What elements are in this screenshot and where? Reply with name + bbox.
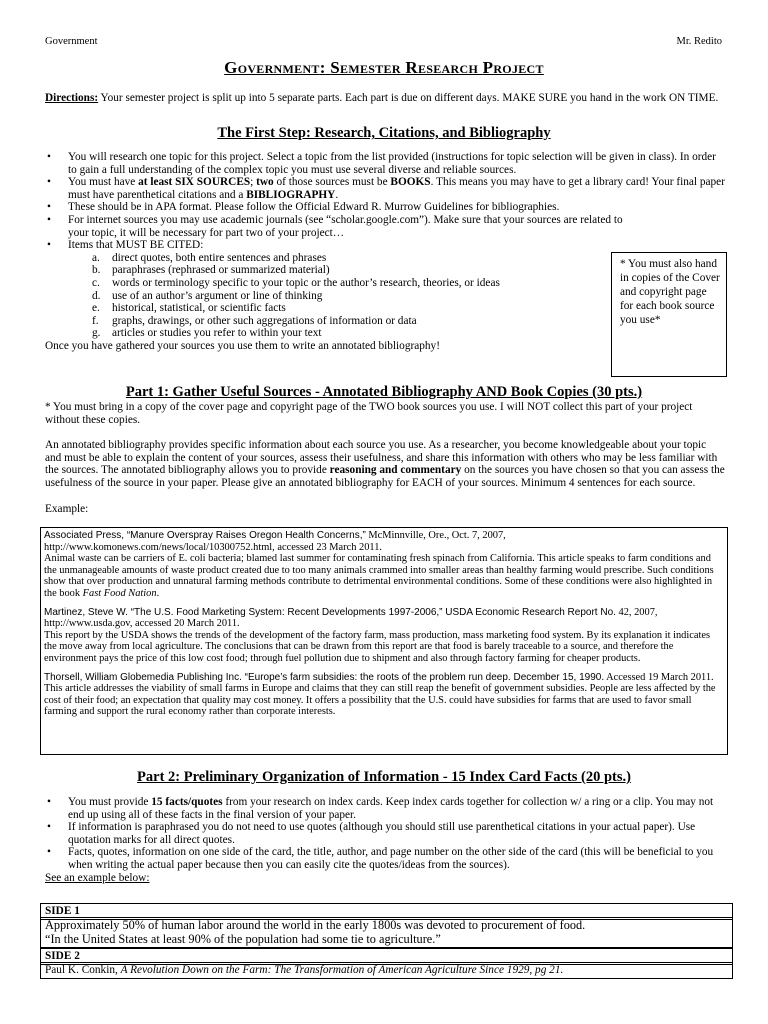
index-card-side2: [40, 962, 733, 979]
must-cite-item: g. articles or studies you refer to within your text: [92, 327, 322, 340]
part1-section: [45, 401, 725, 515]
part1-description: An annotated bibliography provides specific information about each source you use. As a researcher, you become knowledgeable about your topic and must be able to explain the content of your sources, assess their usefulness, and share this information with others who may be less familiar with the sources. The annotated bibliography allows you to provide reasoning and commentary on the sources you have chosen so that you can assess the usefulness of the source in your paper. Please give an annotated bibliography for EACH of your sources. Minimum 4 sentences for each source.: [45, 439, 725, 489]
directions-text: Your semester project is split up into 5 separate parts. Each part is due on different days. MAKE SURE you hand in the work ON TIME.: [98, 92, 719, 104]
part2-bullet-3: • Facts, quotes, information on one side of the card, the title, author, and page number on the other side of the card (this will be beneficial to you when writing the actual paper because then you can easily cite the quotes/ideas from the sources).: [45, 846, 725, 871]
index-card-side1: [40, 917, 733, 948]
index-card-side1-label: SIDE 1: [40, 903, 733, 920]
bibliography-entry: Associated Press, “Manure Overspray Raises Oregon Health Concerns,” McMinnville, Ore., Oct. 7, 2007, http://www.komonews.com/news/local/10300752.html, accessed 23 March 2011. Animal waste can be carriers of E. coli bacteria; blamed last summer for contaminating fresh spinach from California. This article speaks to farm conditions and the unmanageable amounts of waste product created due to too many animals crammed into smaller areas than healthy farming would prescribe. Such conditions show that over production and unnatural farming methods contribute to detrimental environmental conditions. Some of these conditions were also highlighted in the book Fast Food Nation.: [44, 530, 714, 599]
bibliography-entry: Thorsell, William Globemedia Publishing Inc. “Europe’s farm subsidies: the roots of the problem run deep. December 15, 1990. Accessed 19 March 2011. This article addresses the viability of small farms in Europe and claims that they can still reap the benefit of government subsidies. People are less affected by the cost of their food; an expectation that quality may cost money. It offers a possibility that the U.S. could have subsidies for farms that are used to favor small farming and support the rural economy rather than corporate interests.: [44, 671, 716, 718]
directions-label: Directions:: [45, 92, 99, 104]
side1-fact: Approximately 50% of human labor around the world in the early 1800s was devoted to procurement of food.: [45, 918, 586, 932]
index-card-side2-label: SIDE 2: [40, 948, 733, 965]
must-cite-item: f. graphs, drawings, or other such aggregations of information or data: [92, 314, 417, 327]
must-cite-item: b. paraphrases (rephrased or summarized material): [92, 264, 330, 277]
page-title: Government: Semester Research Project: [224, 58, 544, 77]
first-step-bullet-2: • You must have at least SIX SOURCES; two of those sources must be BOOKS. This means you may have to get a library card! Your final paper must have parenthetical citations and a BIBLIOGRAPHY.: [45, 176, 725, 201]
annotated-bibliography-example-box: [40, 527, 728, 755]
part2-bullet-2: • If information is paraphrased you do not need to use quotes (although you should still use parenthetical citations in your actual paper). Use quotation marks for all direct quotes.: [45, 821, 725, 846]
must-cite-item: a. direct quotes, both entire sentences and phrases: [92, 251, 327, 264]
must-cite-item: d. use of an author’s argument or line of thinking: [92, 289, 323, 302]
first-step-closing: Once you have gathered your sources you use them to write an annotated bibliography!: [45, 339, 440, 352]
first-step-bullet-4: • For internet sources you may use academic journals (see “scholar.google.com”). Make sure that your sources are related to your topic, it will be necessary for part two of your project…: [45, 214, 625, 239]
page-header: [45, 36, 722, 47]
side2-author: Paul K. Conkin,: [45, 964, 121, 976]
bibliography-entry: Martinez, Steve W. “The U.S. Food Marketing System: Recent Developments 1997-2006,” USDA Economic Research Report No. 42, 2007, http://www.usda.gov, accessed 20 March 2011. This report by the USDA shows the trends of the development of the factory farm, mass production, mass marketing food system. By its explanation it indicates the move away from local agriculture. The conclusions that can be drawn from this report are that food is barely traceable to a source, and therefore the environment pays the price of this low cost food; through fuel pollution due to shipment and also through factory farming for cheaper products.: [44, 606, 711, 664]
part1-note: * You must bring in a copy of the cover page and copyright page of the TWO book sources you use. I will NOT collect this part of your project without these copies.: [45, 401, 693, 426]
side2-title: A Revolution Down on the Farm: The Transformation of American Agriculture Since 1929, pg 21.: [120, 964, 564, 976]
header-teacher: Mr. Redito: [676, 36, 722, 47]
directions-paragraph: [45, 92, 725, 105]
part2-section: [45, 796, 725, 884]
header-course: Government: [45, 36, 98, 47]
must-cite-item: e. historical, statistical, or scientific facts: [92, 302, 286, 315]
side1-quote: “In the United States at least 90% of the population had some tie to agriculture.”: [45, 931, 441, 946]
part2-heading: Part 2: Preliminary Organization of Information - 15 Index Card Facts (20 pts.): [137, 769, 631, 785]
must-cite-item: c. words or terminology specific to your topic or the author’s research, theories, or ideas: [92, 276, 500, 289]
part2-bullet-1: • You must provide 15 facts/quotes from your research on index cards. Keep index cards together for collection w/ a ring or a clip. You may not end up using all of these facts in the final version of your paper.: [45, 796, 725, 821]
example-label: Example:: [45, 502, 89, 515]
book-copies-note-box: * You must also hand in copies of the Cover and copyright page for each book source you use*: [611, 252, 727, 377]
first-step-bullet-1: • You will research one topic for this project. Select a topic from the list provided (instructions for topic selection will be given in class). In order to gain a full understanding of the complex topic you must use several diverse and reliable sources.: [45, 151, 725, 176]
part1-heading: Part 1: Gather Useful Sources - Annotated Bibliography AND Book Copies (30 pts.): [125, 384, 643, 400]
first-step-bullet-3: • These should be in APA format. Please follow the Official Edward R. Murrow Guidelines for bibliographies.: [45, 201, 725, 214]
first-step-bullet-5: • Items that MUST BE CITED:: [45, 239, 725, 252]
see-example-label: See an example below:: [45, 871, 150, 884]
first-step-heading: The First Step: Research, Citations, and Bibliography: [217, 125, 551, 141]
